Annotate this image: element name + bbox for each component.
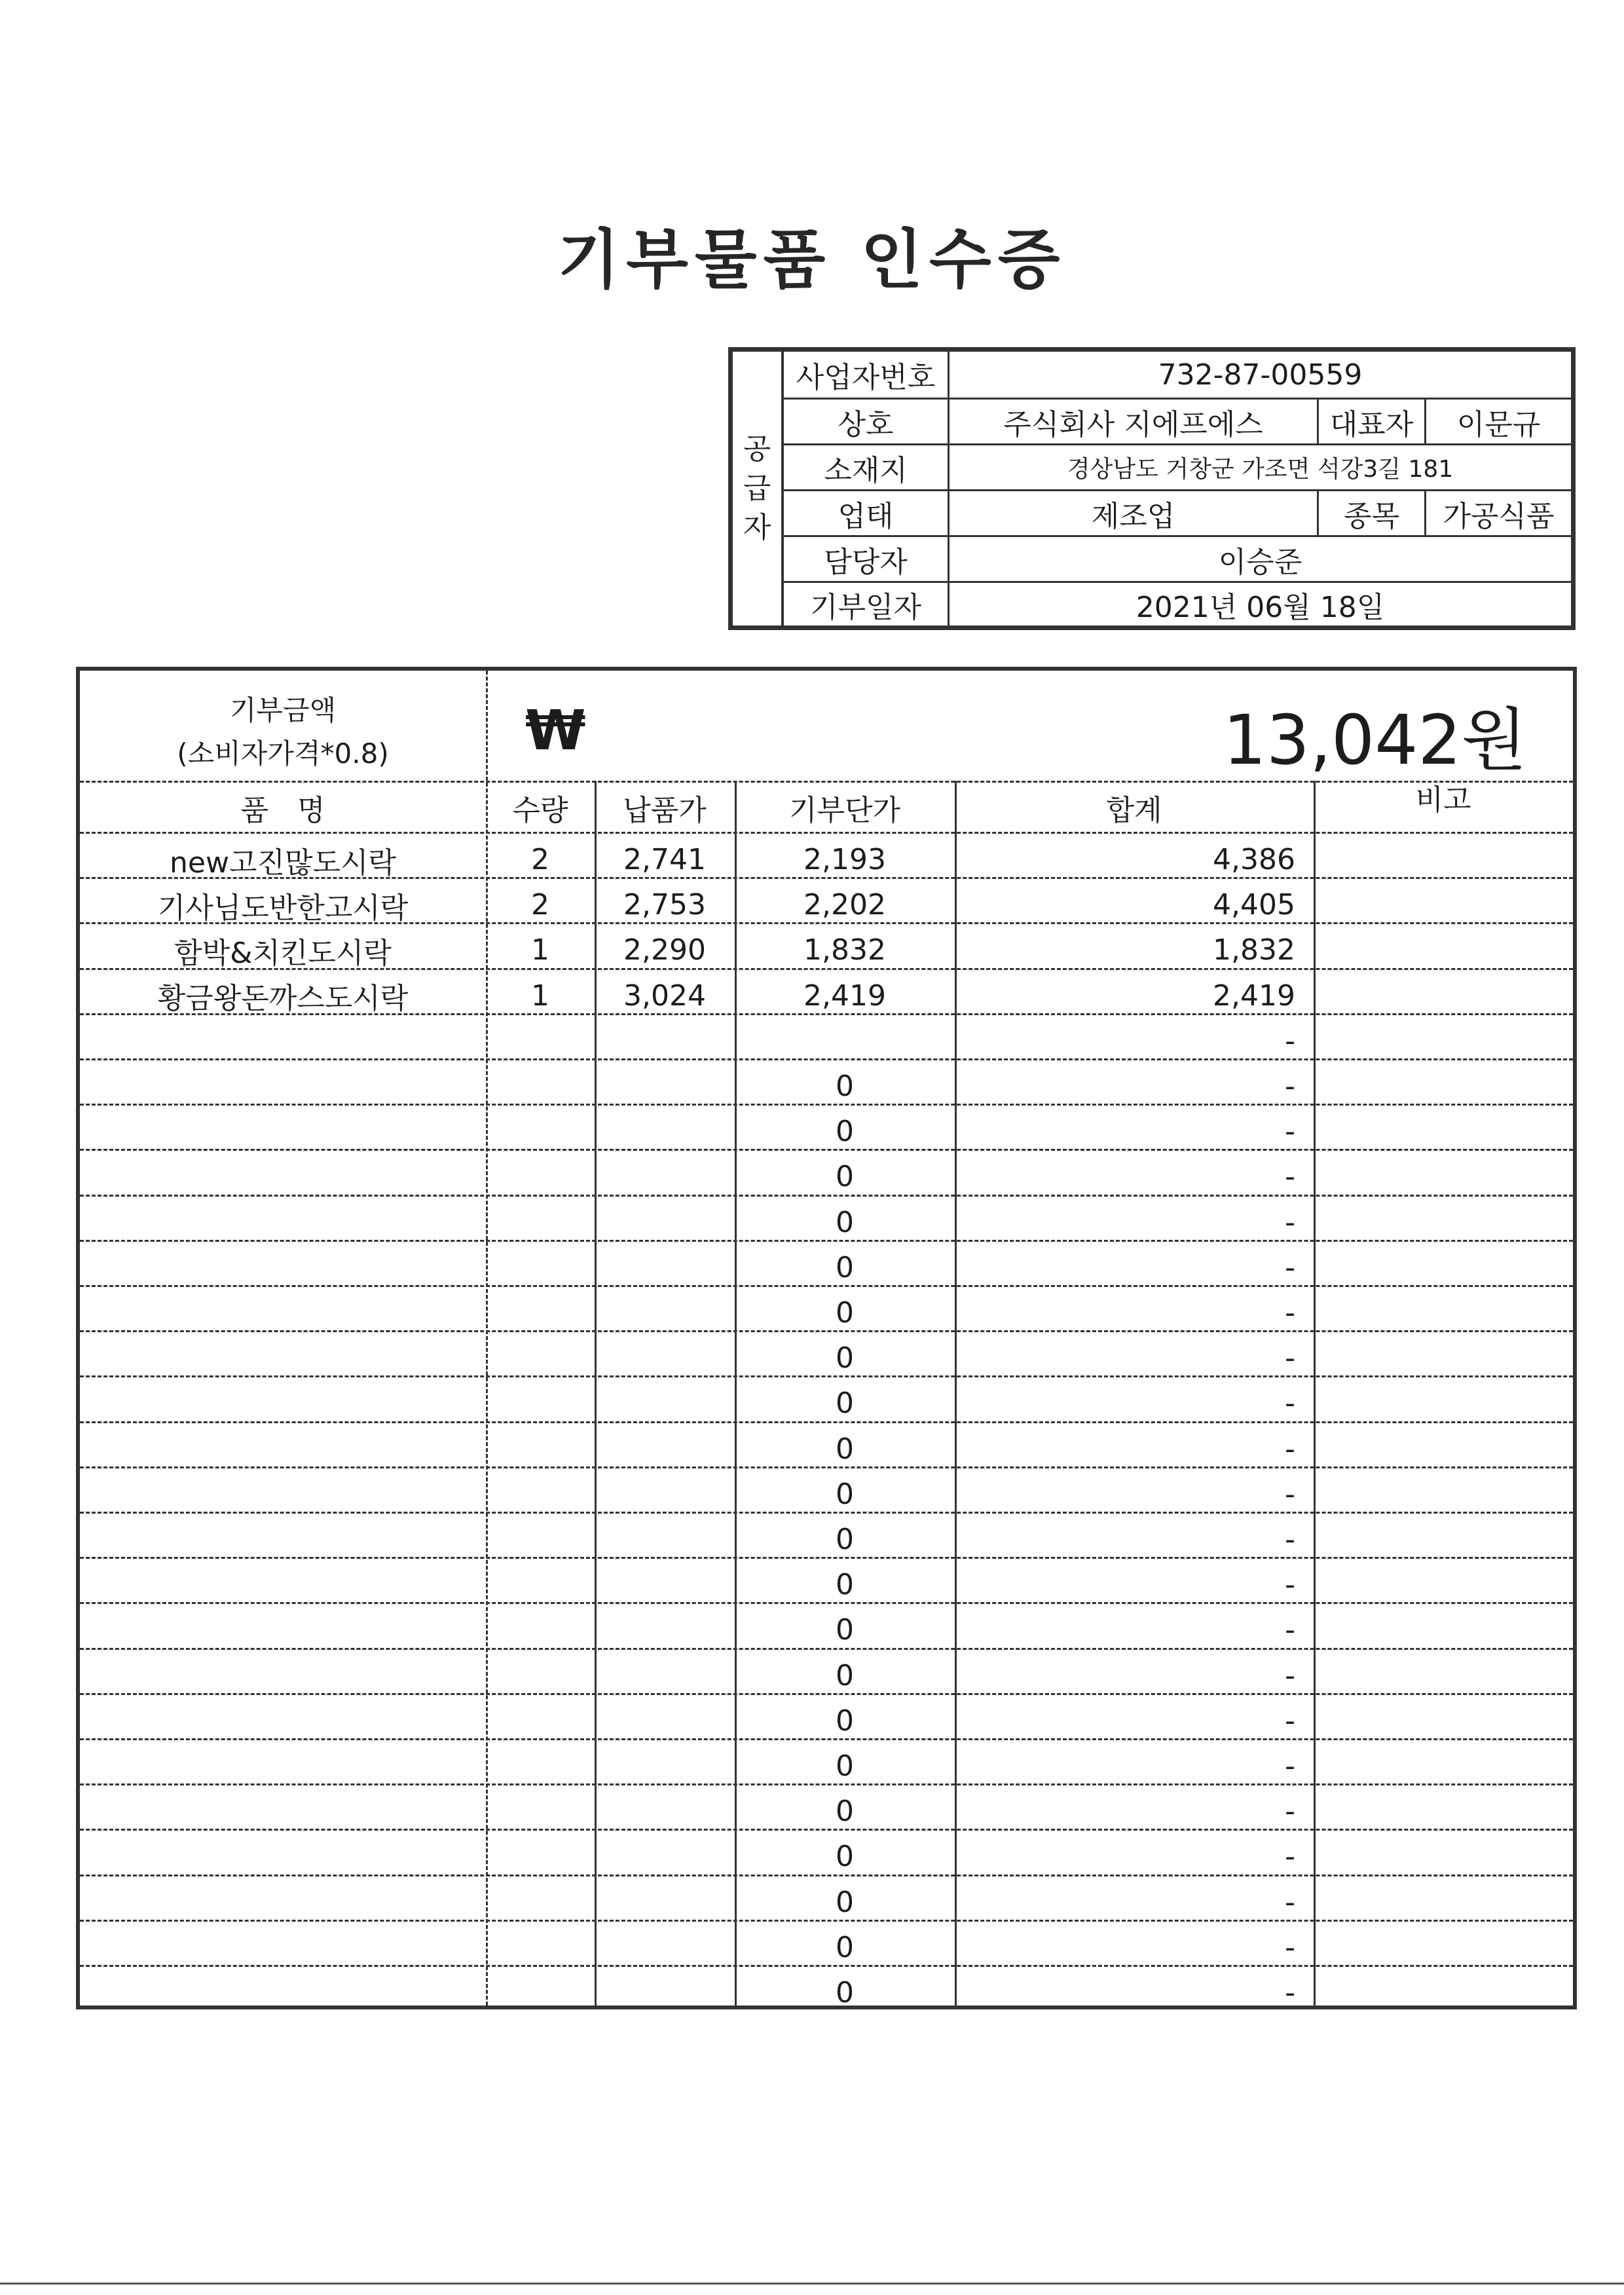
table-row xyxy=(80,1698,1573,1744)
column-divider xyxy=(955,781,957,2006)
cell-remarks xyxy=(1314,1290,1573,1335)
cell-name xyxy=(80,1607,486,1652)
cell-remarks xyxy=(1314,1834,1573,1879)
column-divider xyxy=(1314,781,1316,2006)
table-row xyxy=(80,1970,1573,2015)
cell-supply-price xyxy=(595,1472,735,1517)
amount-note-text: (소비자가격*0.8) xyxy=(177,737,389,770)
cell-name xyxy=(80,1698,486,1744)
table-row xyxy=(80,1154,1573,1199)
row-divider xyxy=(80,1240,1573,1242)
cell-qty xyxy=(486,1064,595,1109)
cell-remarks xyxy=(1314,1517,1573,1562)
cell-supply-price xyxy=(595,1744,735,1789)
cell-name xyxy=(80,1335,486,1381)
row-divider xyxy=(80,1421,1573,1423)
row-divider xyxy=(80,1285,1573,1287)
table-row xyxy=(80,973,1573,1018)
cell-name: new고진많도시락 xyxy=(170,846,396,880)
cell-remarks xyxy=(1314,1562,1573,1607)
cell-unit-price: 0 xyxy=(836,1341,854,1375)
address-value: 경상남도 거창군 가조면 석강3길 181 xyxy=(948,445,1571,489)
cell-remarks xyxy=(1314,1154,1573,1199)
cell-total: - xyxy=(1285,1432,1295,1466)
cell-total: - xyxy=(1285,1250,1295,1284)
row-divider xyxy=(80,1875,1573,1876)
cell-supply-price xyxy=(595,1290,735,1335)
cell-total: - xyxy=(1285,1840,1295,1874)
table-row xyxy=(80,1018,1573,1064)
cell-total: - xyxy=(1285,1205,1295,1239)
document-title: 기부물품 인수증 xyxy=(557,223,1067,297)
table-row xyxy=(80,1880,1573,1925)
cell-unit-price: 0 xyxy=(836,1568,854,1602)
cell-supply-price xyxy=(595,1245,735,1290)
row-divider xyxy=(80,1738,1573,1740)
cell-unit-price: 0 xyxy=(836,1115,854,1149)
cell-total: - xyxy=(1285,1885,1295,1919)
cell-supply-price xyxy=(595,1427,735,1472)
cell-unit-price: 0 xyxy=(836,1613,854,1647)
cell-total: - xyxy=(1285,1523,1295,1556)
donation-date-label: 기부일자 xyxy=(809,590,921,624)
row-divider xyxy=(80,1013,1573,1015)
item-value: 가공식품 xyxy=(1424,491,1571,535)
table-row xyxy=(80,837,1573,882)
row-divider xyxy=(80,1920,1573,1922)
cell-qty xyxy=(486,1880,595,1925)
row-divider xyxy=(80,1375,1573,1377)
cell-qty xyxy=(486,1290,595,1335)
cell-total: - xyxy=(1285,1568,1295,1602)
cell-total: - xyxy=(1285,1024,1295,1058)
cell-supply-price xyxy=(595,1698,735,1744)
cell-total: 1,832 xyxy=(1213,933,1295,967)
table-row xyxy=(80,1925,1573,1970)
cell-remarks xyxy=(1314,1427,1573,1472)
supplier-side-text: 공 급 자 xyxy=(743,432,771,544)
row-divider xyxy=(80,1965,1573,1967)
table-row xyxy=(80,1517,1573,1562)
cell-qty: 2 xyxy=(531,888,549,922)
cell-unit-price: 0 xyxy=(836,1658,854,1692)
cell-qty xyxy=(486,1018,595,1064)
supplier-side-label xyxy=(733,352,784,625)
cell-unit-price: 0 xyxy=(836,1840,854,1874)
currency-symbol: ₩ xyxy=(525,698,586,762)
table-row xyxy=(80,1834,1573,1879)
cell-remarks xyxy=(1314,927,1573,973)
cell-remarks xyxy=(1314,1653,1573,1698)
table-row xyxy=(80,1109,1573,1154)
cell-remarks xyxy=(1314,1698,1573,1744)
cell-remarks xyxy=(1314,882,1573,927)
cell-qty xyxy=(486,1698,595,1744)
cell-total: 4,405 xyxy=(1213,888,1295,922)
header-item-name: 품 명 xyxy=(240,794,325,827)
cell-total: - xyxy=(1285,1160,1295,1194)
cell-supply-price xyxy=(595,1789,735,1834)
cell-qty xyxy=(486,1472,595,1517)
cell-name: 함박&치킨도시락 xyxy=(174,936,392,970)
cell-remarks xyxy=(1314,1018,1573,1064)
business-type-label: 업태 xyxy=(838,499,894,533)
cell-name xyxy=(80,1472,486,1517)
table-row xyxy=(80,1562,1573,1607)
cell-unit-price: 0 xyxy=(836,1296,854,1330)
cell-remarks xyxy=(1314,1925,1573,1970)
table-row xyxy=(80,1653,1573,1698)
table-row xyxy=(80,927,1573,973)
cell-name xyxy=(80,1381,486,1426)
company-label: 상호 xyxy=(838,407,894,441)
column-divider xyxy=(595,781,597,2006)
cell-total: - xyxy=(1285,1070,1295,1103)
row-divider xyxy=(80,1058,1573,1060)
cell-qty xyxy=(486,1200,595,1245)
supplier-row-address xyxy=(784,443,1571,489)
cell-unit-price: 0 xyxy=(836,1976,854,2009)
manager-value: 이승준 xyxy=(948,537,1571,581)
item-label: 종목 xyxy=(1317,491,1424,535)
table-row xyxy=(80,1427,1573,1472)
row-divider xyxy=(80,832,1573,834)
cell-remarks xyxy=(1314,1109,1573,1154)
cell-unit-price: 0 xyxy=(836,1160,854,1194)
donation-date-value: 2021년 06월 18일 xyxy=(948,583,1571,625)
cell-qty xyxy=(486,1834,595,1879)
cell-total: - xyxy=(1285,1477,1295,1511)
row-divider xyxy=(80,1466,1573,1468)
company-value: 주식회사 지에프에스 xyxy=(948,400,1317,443)
cell-name xyxy=(80,1880,486,1925)
cell-total: 4,386 xyxy=(1213,843,1295,876)
cell-name xyxy=(80,1562,486,1607)
ceo-value: 이문규 xyxy=(1424,400,1571,443)
cell-total: - xyxy=(1285,1658,1295,1692)
row-divider xyxy=(80,1557,1573,1559)
cell-unit-price: 2,419 xyxy=(803,979,886,1013)
cell-remarks xyxy=(1314,1472,1573,1517)
cell-supply-price xyxy=(595,1970,735,2015)
cell-total: - xyxy=(1285,1341,1295,1375)
cell-name xyxy=(80,1290,486,1335)
cell-unit-price: 0 xyxy=(836,1432,854,1466)
cell-supply-price: 2,753 xyxy=(623,888,706,922)
cell-qty xyxy=(486,1517,595,1562)
cell-name xyxy=(80,1834,486,1879)
row-divider xyxy=(80,1602,1573,1604)
business-type-value: 제조업 xyxy=(948,491,1317,535)
cell-qty: 1 xyxy=(531,979,549,1013)
cell-unit-price: 0 xyxy=(836,1930,854,1964)
cell-remarks xyxy=(1314,1607,1573,1652)
table-row xyxy=(80,882,1573,927)
cell-qty xyxy=(486,1562,595,1607)
donation-table xyxy=(76,667,1577,2009)
cell-unit-price: 0 xyxy=(836,1477,854,1511)
donation-amount-value: 13,042원 xyxy=(1223,700,1527,780)
cell-total: - xyxy=(1285,1976,1295,2009)
row-divider xyxy=(80,1829,1573,1831)
cell-remarks xyxy=(1314,973,1573,1018)
table-row xyxy=(80,1744,1573,1789)
table-row xyxy=(80,1064,1573,1109)
cell-supply-price xyxy=(595,1335,735,1381)
cell-supply-price xyxy=(595,1517,735,1562)
cell-qty: 2 xyxy=(531,843,549,876)
cell-name xyxy=(80,1064,486,1109)
row-divider xyxy=(80,922,1573,924)
cell-remarks xyxy=(1314,1200,1573,1245)
cell-total: - xyxy=(1285,1613,1295,1647)
cell-qty xyxy=(486,1607,595,1652)
cell-remarks xyxy=(1314,1245,1573,1290)
cell-unit-price: 0 xyxy=(836,1070,854,1103)
cell-unit-price xyxy=(735,1018,955,1064)
cell-name xyxy=(80,1427,486,1472)
ceo-label: 대표자 xyxy=(1317,400,1424,443)
cell-supply-price xyxy=(595,1200,735,1245)
table-row xyxy=(80,1607,1573,1652)
supplier-row-donation-date xyxy=(784,581,1571,625)
cell-total: - xyxy=(1285,1930,1295,1964)
cell-remarks xyxy=(1314,1381,1573,1426)
row-divider xyxy=(80,1693,1573,1695)
address-label: 소재지 xyxy=(824,453,908,487)
cell-name xyxy=(80,1109,486,1154)
table-row xyxy=(80,1200,1573,1245)
cell-qty xyxy=(486,1789,595,1834)
cell-name xyxy=(80,1154,486,1199)
amount-label-text: 기부금액 xyxy=(229,694,337,726)
header-quantity: 수량 xyxy=(512,794,568,827)
cell-total: - xyxy=(1285,1387,1295,1421)
cell-supply-price: 2,741 xyxy=(623,843,706,876)
cell-unit-price: 0 xyxy=(836,1523,854,1556)
cell-remarks xyxy=(1314,1744,1573,1789)
cell-name xyxy=(80,1744,486,1789)
column-divider xyxy=(486,671,488,2006)
row-divider xyxy=(80,1512,1573,1514)
cell-qty xyxy=(486,1970,595,2015)
cell-name xyxy=(80,1925,486,1970)
cell-total: - xyxy=(1285,1704,1295,1738)
cell-supply-price xyxy=(595,1154,735,1199)
cell-qty xyxy=(486,1744,595,1789)
table-row xyxy=(80,1472,1573,1517)
cell-name xyxy=(80,1653,486,1698)
cell-unit-price: 2,193 xyxy=(803,843,886,876)
page-bottom-edge xyxy=(0,2283,1624,2285)
cell-name xyxy=(80,1245,486,1290)
cell-remarks xyxy=(1314,1789,1573,1834)
cell-name xyxy=(80,1789,486,1834)
cell-supply-price xyxy=(595,1064,735,1109)
row-divider xyxy=(80,1104,1573,1106)
table-row xyxy=(80,1789,1573,1834)
cell-qty xyxy=(486,1245,595,1290)
cell-supply-price xyxy=(595,1381,735,1426)
row-divider xyxy=(80,1783,1573,1785)
cell-qty xyxy=(486,1925,595,1970)
cell-qty xyxy=(486,1109,595,1154)
supplier-row-manager xyxy=(784,535,1571,581)
cell-unit-price: 0 xyxy=(836,1387,854,1421)
row-divider xyxy=(80,877,1573,879)
cell-total: - xyxy=(1285,1749,1295,1783)
supplier-row-company xyxy=(784,398,1571,443)
cell-name xyxy=(80,1970,486,2015)
cell-unit-price: 0 xyxy=(836,1205,854,1239)
cell-total: - xyxy=(1285,1296,1295,1330)
cell-supply-price xyxy=(595,1880,735,1925)
supplier-row-business-number xyxy=(784,352,1571,398)
donation-amount-label xyxy=(80,689,486,775)
cell-unit-price: 1,832 xyxy=(803,933,886,967)
header-total: 합계 xyxy=(1106,794,1162,827)
cell-supply-price xyxy=(595,1834,735,1879)
header-unit-price: 기부단가 xyxy=(788,794,900,827)
manager-label: 담당자 xyxy=(824,545,908,579)
cell-total: - xyxy=(1285,1795,1295,1829)
cell-qty xyxy=(486,1427,595,1472)
supplier-box xyxy=(728,347,1576,630)
column-divider xyxy=(735,781,737,2006)
cell-unit-price: 0 xyxy=(836,1749,854,1783)
cell-remarks xyxy=(1314,837,1573,882)
cell-name: 황금왕돈까스도시락 xyxy=(157,982,409,1016)
row-divider xyxy=(80,1330,1573,1332)
cell-qty xyxy=(486,1335,595,1381)
cell-supply-price xyxy=(595,1653,735,1698)
cell-unit-price: 2,202 xyxy=(803,888,886,922)
cell-total: 2,419 xyxy=(1213,979,1295,1013)
row-divider xyxy=(80,1195,1573,1197)
cell-unit-price: 0 xyxy=(836,1704,854,1738)
cell-qty: 1 xyxy=(531,933,549,967)
header-remarks: 비고 xyxy=(1415,783,1471,817)
cell-name xyxy=(80,1018,486,1064)
table-row xyxy=(80,1245,1573,1290)
cell-supply-price xyxy=(595,1109,735,1154)
cell-remarks xyxy=(1314,1064,1573,1109)
cell-name: 기사님도반한고시락 xyxy=(157,891,409,925)
cell-qty xyxy=(486,1653,595,1698)
cell-supply-price xyxy=(595,1925,735,1970)
cell-total: - xyxy=(1285,1115,1295,1149)
cell-name xyxy=(80,1517,486,1562)
cell-supply-price xyxy=(595,1018,735,1064)
header-supply-price: 납품가 xyxy=(623,794,707,827)
table-row xyxy=(80,1290,1573,1335)
row-divider xyxy=(80,968,1573,970)
cell-remarks xyxy=(1314,1335,1573,1381)
row-divider xyxy=(80,781,1573,783)
cell-supply-price: 3,024 xyxy=(623,979,706,1013)
cell-name xyxy=(80,1200,486,1245)
row-divider xyxy=(80,1149,1573,1151)
cell-unit-price: 0 xyxy=(836,1250,854,1284)
business-number-value: 732-87-00559 xyxy=(948,352,1571,398)
cell-remarks xyxy=(1314,1880,1573,1925)
cell-supply-price: 2,290 xyxy=(623,933,706,967)
cell-qty xyxy=(486,1154,595,1199)
cell-remarks xyxy=(1314,1970,1573,2015)
table-row xyxy=(80,1335,1573,1381)
cell-qty xyxy=(486,1381,595,1426)
cell-supply-price xyxy=(595,1607,735,1652)
business-number-label: 사업자번호 xyxy=(796,361,936,394)
table-row xyxy=(80,1381,1573,1426)
cell-unit-price: 0 xyxy=(836,1795,854,1829)
row-divider xyxy=(80,1648,1573,1650)
cell-supply-price xyxy=(595,1562,735,1607)
cell-unit-price: 0 xyxy=(836,1885,854,1919)
supplier-row-business-type xyxy=(784,489,1571,535)
